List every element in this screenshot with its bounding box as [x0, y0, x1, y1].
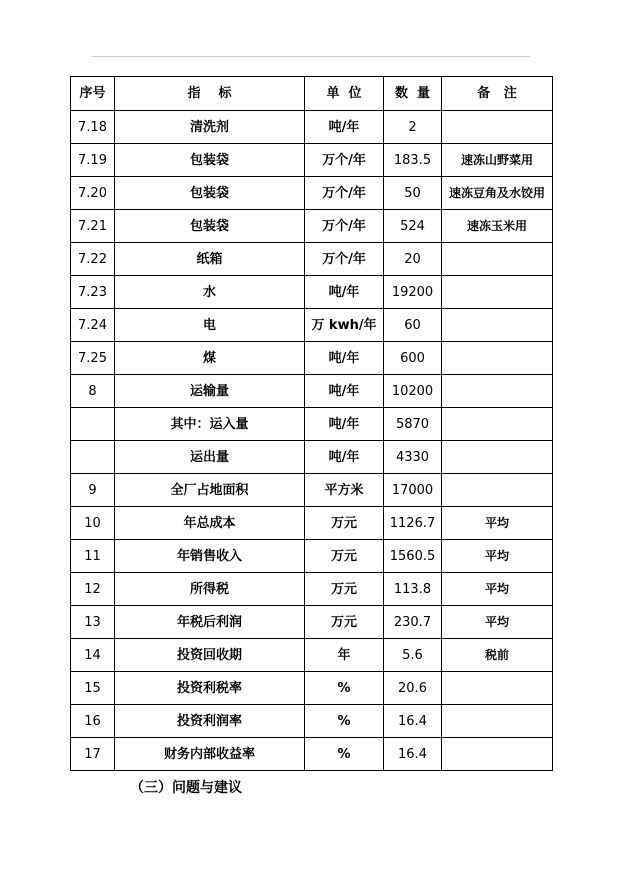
row-remark: [442, 309, 553, 342]
row-unit: 万个/年: [305, 210, 384, 243]
table-row: [71, 375, 553, 408]
row-number: 7.23: [71, 276, 115, 309]
row-number: 12: [71, 573, 115, 606]
section-heading: （三）问题与建议: [130, 780, 242, 796]
row-indicator: 清洗剂: [115, 111, 305, 144]
row-unit: %: [305, 738, 384, 771]
row-number: 7.20: [71, 177, 115, 210]
row-number: 7.18: [71, 111, 115, 144]
row-indicator: 年总成本: [115, 507, 305, 540]
row-quantity: 1126.7: [384, 507, 442, 540]
row-indicator: 包装袋: [115, 144, 305, 177]
table-row: [71, 276, 553, 309]
table-row: [71, 474, 553, 507]
row-number: 7.21: [71, 210, 115, 243]
table-row: [71, 177, 553, 210]
row-quantity: 1560.5: [384, 540, 442, 573]
row-number: 7.22: [71, 243, 115, 276]
table-row: [71, 705, 553, 738]
table-row: [71, 573, 553, 606]
row-indicator: 包装袋: [115, 210, 305, 243]
row-number: 8: [71, 375, 115, 408]
row-indicator: 年税后利润: [115, 606, 305, 639]
row-quantity: 20: [384, 243, 442, 276]
row-remark: 速冻玉米用: [442, 210, 553, 243]
row-remark: 平均: [442, 507, 553, 540]
row-indicator: 所得税: [115, 573, 305, 606]
row-number: 10: [71, 507, 115, 540]
row-indicator: 年销售收入: [115, 540, 305, 573]
table-row: [71, 309, 553, 342]
row-unit: 年: [305, 639, 384, 672]
row-indicator: 财务内部收益率: [115, 738, 305, 771]
row-number: 9: [71, 474, 115, 507]
row-unit: 吨/年: [305, 111, 384, 144]
indicator-table-body: [71, 77, 553, 771]
row-quantity: 524: [384, 210, 442, 243]
row-quantity: 183.5: [384, 144, 442, 177]
row-remark: [442, 408, 553, 441]
table-row: [71, 342, 553, 375]
row-unit: 吨/年: [305, 276, 384, 309]
row-unit: 万元: [305, 573, 384, 606]
row-quantity: 17000: [384, 474, 442, 507]
row-quantity: 2: [384, 111, 442, 144]
table-row: [71, 738, 553, 771]
row-remark: 速冻山野菜用: [442, 144, 553, 177]
row-indicator: 投资回收期: [115, 639, 305, 672]
row-remark: [442, 342, 553, 375]
row-number: 11: [71, 540, 115, 573]
row-quantity: 16.4: [384, 705, 442, 738]
row-number: 17: [71, 738, 115, 771]
row-unit: 吨/年: [305, 375, 384, 408]
row-quantity: 20.6: [384, 672, 442, 705]
row-remark: [442, 243, 553, 276]
row-indicator: 煤: [115, 342, 305, 375]
header-unit: 单 位: [305, 77, 384, 111]
table-row: [71, 144, 553, 177]
row-quantity: 50: [384, 177, 442, 210]
table-row: [71, 441, 553, 474]
row-unit: 吨/年: [305, 408, 384, 441]
row-indicator: 其中：运入量: [115, 408, 305, 441]
row-remark: [442, 672, 553, 705]
table-row: [71, 606, 553, 639]
row-indicator: 投资利润率: [115, 705, 305, 738]
header-indicator: 指 标: [115, 77, 305, 111]
row-quantity: 113.8: [384, 573, 442, 606]
row-unit: 万个/年: [305, 243, 384, 276]
row-number: [71, 441, 115, 474]
row-number: 14: [71, 639, 115, 672]
row-unit: 万元: [305, 507, 384, 540]
table-row: [71, 507, 553, 540]
row-number: 13: [71, 606, 115, 639]
table-row: [71, 111, 553, 144]
page-header-rule: [92, 56, 530, 57]
table-row: [71, 639, 553, 672]
row-number: [71, 408, 115, 441]
table-header-row: [71, 77, 553, 111]
row-indicator: 水: [115, 276, 305, 309]
header-no: 序号: [71, 77, 115, 111]
row-number: 16: [71, 705, 115, 738]
indicator-table: [70, 76, 553, 771]
table-row: [71, 210, 553, 243]
row-remark: [442, 705, 553, 738]
row-unit: 万个/年: [305, 144, 384, 177]
row-remark: [442, 375, 553, 408]
table-row: [71, 408, 553, 441]
row-remark: 平均: [442, 540, 553, 573]
row-remark: [442, 738, 553, 771]
row-unit: 吨/年: [305, 342, 384, 375]
row-remark: 税前: [442, 639, 553, 672]
row-unit: 平方米: [305, 474, 384, 507]
table-row: [71, 540, 553, 573]
row-unit: %: [305, 672, 384, 705]
row-indicator: 包装袋: [115, 177, 305, 210]
row-quantity: 19200: [384, 276, 442, 309]
row-indicator: 纸箱: [115, 243, 305, 276]
row-indicator: 电: [115, 309, 305, 342]
header-quantity: 数 量: [384, 77, 442, 111]
row-number: 7.25: [71, 342, 115, 375]
row-remark: 平均: [442, 573, 553, 606]
row-remark: [442, 111, 553, 144]
row-remark: 平均: [442, 606, 553, 639]
row-unit: 万元: [305, 540, 384, 573]
row-indicator: 运输量: [115, 375, 305, 408]
row-quantity: 60: [384, 309, 442, 342]
row-quantity: 4330: [384, 441, 442, 474]
row-number: 7.24: [71, 309, 115, 342]
table-row: [71, 243, 553, 276]
row-unit: 万元: [305, 606, 384, 639]
row-quantity: 230.7: [384, 606, 442, 639]
row-unit: 万 kwh/年: [305, 309, 384, 342]
row-indicator: 全厂占地面积: [115, 474, 305, 507]
row-indicator: 运出量: [115, 441, 305, 474]
row-number: 7.19: [71, 144, 115, 177]
row-quantity: 10200: [384, 375, 442, 408]
row-remark: 速冻豆角及水饺用: [442, 177, 553, 210]
row-number: 15: [71, 672, 115, 705]
row-remark: [442, 474, 553, 507]
row-quantity: 16.4: [384, 738, 442, 771]
table-row: [71, 672, 553, 705]
row-quantity: 5870: [384, 408, 442, 441]
row-indicator: 投资利税率: [115, 672, 305, 705]
row-quantity: 5.6: [384, 639, 442, 672]
row-remark: [442, 441, 553, 474]
row-unit: 吨/年: [305, 441, 384, 474]
row-unit: %: [305, 705, 384, 738]
row-quantity: 600: [384, 342, 442, 375]
row-remark: [442, 276, 553, 309]
header-remark: 备 注: [442, 77, 553, 111]
row-unit: 万个/年: [305, 177, 384, 210]
